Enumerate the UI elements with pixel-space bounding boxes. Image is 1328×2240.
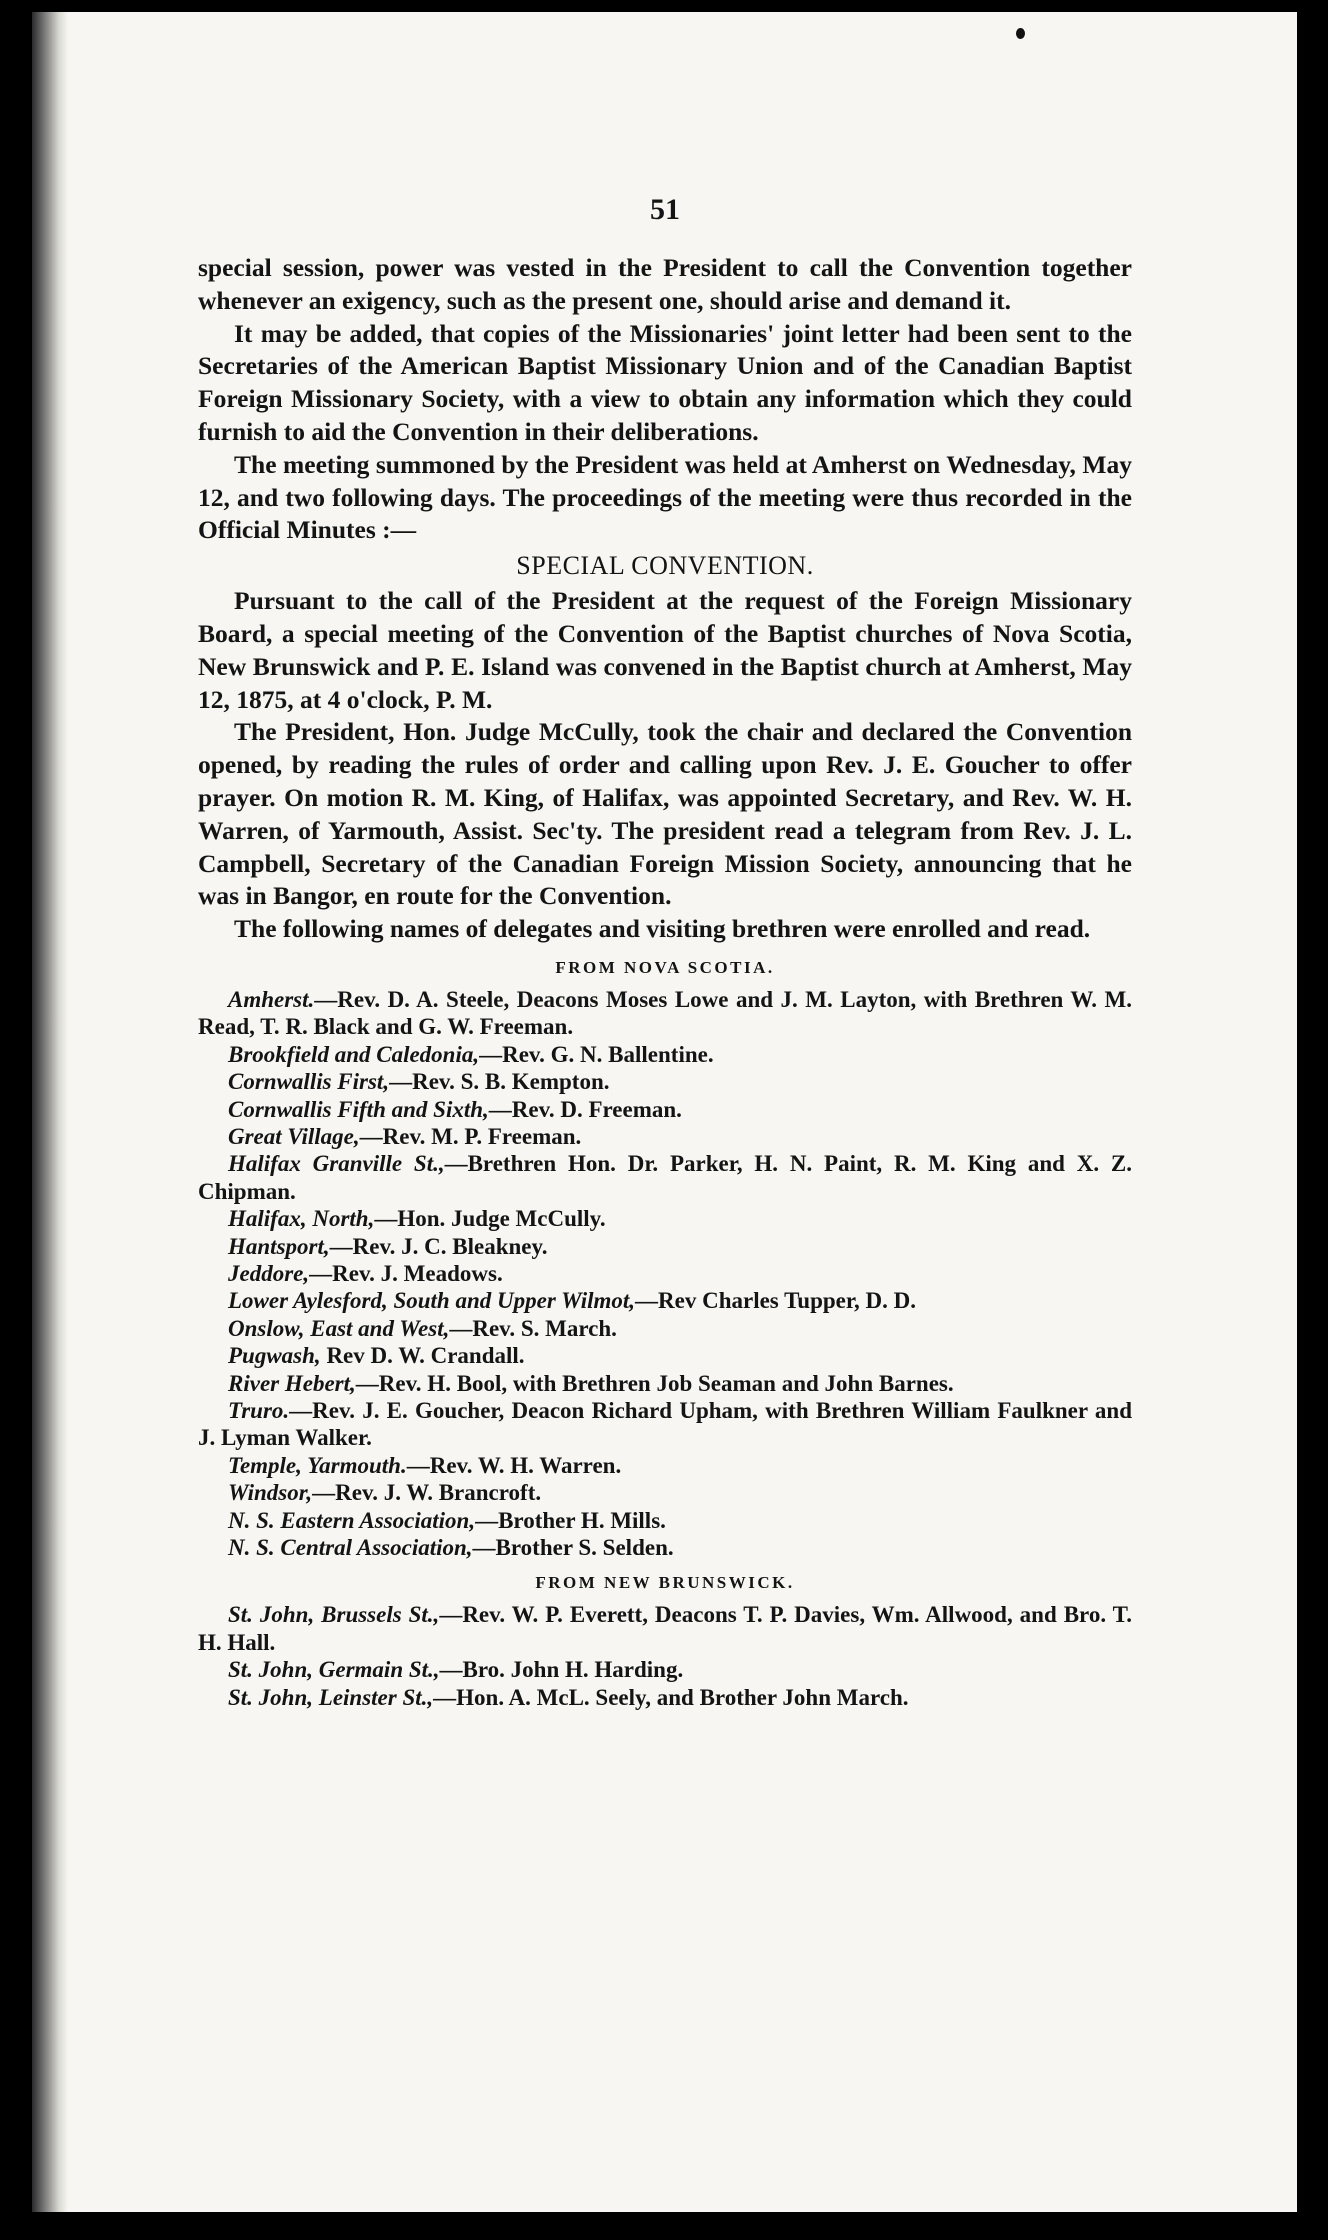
delegate-names: —Rev. J. Meadows.	[309, 1261, 503, 1286]
list-item	[198, 1397, 1132, 1452]
paragraph: The President, Hon. Judge McCully, took the chair and declared the Convention opened, by reading the rules of order and calling upon Rev. J. E. Goucher to offer prayer. On motion R. M. King, of Halifax, was appointed Secretary, and Rev. W. H. Warren, of Yarmouth, Assist. Sec'ty. The president read a telegram from Rev. J. L. Campbell, Secretary of the Canadian Foreign Mission Society, announcing that he was in Bangor, en route for the Convention.	[198, 717, 1132, 911]
delegate-names: —Rev. J. E. Goucher, Deacon Richard Upham, with Brethren William Faulkner and J. Lyman Walker.	[198, 1398, 1132, 1451]
delegate-names: —Brother H. Mills.	[475, 1507, 666, 1533]
delegate-names: —Rev. H. Bool, with Brethren Job Seaman and John Barnes.	[355, 1370, 954, 1396]
delegate-names: —Rev. D. A. Steele, Deacons Moses Lowe and J. M. Layton, with Brethren W. M. Read, T. R. Black and G. W. Freeman.	[198, 986, 1132, 1040]
church-name: Great Village,	[228, 1123, 360, 1149]
list-item	[198, 1233, 1132, 1260]
list-item	[198, 1479, 1132, 1506]
church-name: Hantsport,	[228, 1233, 330, 1259]
page-number: 51	[650, 193, 680, 226]
church-name: Jeddore,	[228, 1261, 310, 1286]
delegate-names: —Bro. John H. Harding.	[439, 1657, 684, 1683]
church-name: River Hebert,	[228, 1370, 356, 1396]
delegate-names: —Rev. W. P. Everett, Deacons T. P. Davies, Wm. Allwood, and Bro. T. H. Hall.	[198, 1602, 1132, 1655]
delegate-names: —Rev. S. March.	[449, 1315, 617, 1341]
list-item	[198, 1205, 1132, 1232]
church-name: St. John, Leinster St.,	[228, 1684, 434, 1710]
delegate-names: —Rev. M. P. Freeman.	[359, 1123, 582, 1149]
church-name: Amherst.	[228, 986, 315, 1012]
paragraph: Pursuant to the call of the President at the request of the Foreign Missionary Board, a special meeting of the Convention of the Baptist churches of Nova Scotia, New Brunswick and P. E. Island was convened in the Baptist church at Amherst, May 12, 1875, at 4 o'clock, P. M.	[198, 586, 1132, 714]
ink-mark	[1016, 28, 1025, 39]
page-spine-shadow	[32, 12, 68, 2212]
section-heading: SPECIAL CONVENTION.	[516, 551, 814, 581]
delegate-names: —Rev. D. Freeman.	[488, 1096, 682, 1122]
book-page	[32, 12, 1297, 2212]
delegate-names: —Rev. J. C. Bleakney.	[329, 1233, 548, 1259]
page-text	[198, 192, 1132, 1711]
list-item	[198, 1507, 1132, 1534]
delegate-names: —Brethren Hon. Dr. Parker, H. N. Paint, R. M. King and X. Z. Chipman.	[198, 1151, 1132, 1204]
church-name: Onslow, East and West,	[228, 1315, 450, 1341]
list-item	[198, 1315, 1132, 1342]
delegate-names: —Rev. G. N. Ballentine.	[479, 1041, 714, 1067]
list-item	[198, 1452, 1132, 1479]
church-name: Halifax Granville St.,	[228, 1151, 445, 1177]
church-name: Brookfield and Caledonia,	[228, 1041, 480, 1067]
delegate-names: —Rev. J. W. Brancroft.	[312, 1480, 542, 1506]
paragraph: The following names of delegates and visiting brethren were enrolled and read.	[234, 914, 1091, 944]
church-name: Lower Aylesford, South and Upper Wilmot,	[228, 1288, 636, 1314]
paragraph: special session, power was vested in the President to call the Convention together whenever an exigency, such as the present one, should arise and demand it.	[198, 253, 1132, 315]
delegate-list	[198, 986, 1132, 1562]
church-name: Windsor,	[228, 1480, 313, 1506]
delegate-names: Rev D. W. Crandall.	[320, 1343, 525, 1369]
church-name: St. John, Germain St.,	[228, 1657, 440, 1683]
list-item	[198, 1656, 1132, 1683]
list-item	[198, 1123, 1132, 1150]
list-item	[198, 1601, 1132, 1656]
church-name: Cornwallis First,	[228, 1069, 390, 1095]
delegate-names: —Rev Charles Tupper, D. D.	[635, 1288, 916, 1314]
list-item	[198, 1684, 1132, 1711]
list-item	[198, 1150, 1132, 1205]
paragraph: The meeting summoned by the President was held at Amherst on Wednesday, May 12, and two following days. The proceedings of the meeting were thus recorded in the Official Minutes :—	[198, 449, 1132, 545]
church-name: N. S. Central Association,	[228, 1535, 473, 1561]
list-item	[198, 1096, 1132, 1123]
church-name: Temple, Yarmouth.	[228, 1452, 407, 1478]
list-item	[198, 1041, 1132, 1068]
delegate-names: —Brother S. Selden.	[472, 1535, 674, 1561]
delegate-names: —Hon. A. McL. Seely, and Brother John March.	[433, 1684, 909, 1710]
delegate-names: —Rev. S. B. Kempton.	[389, 1069, 610, 1095]
delegate-list	[198, 1601, 1132, 1711]
list-item	[198, 1287, 1132, 1314]
delegate-names: —Rev. W. H. Warren.	[406, 1452, 622, 1478]
church-name: N. S. Eastern Association,	[228, 1507, 476, 1533]
list-item	[198, 1534, 1132, 1561]
church-name: Truro.	[228, 1398, 290, 1424]
church-name: Pugwash,	[228, 1343, 321, 1369]
list-item	[198, 986, 1132, 1041]
list-item	[198, 1370, 1132, 1397]
list-item	[198, 1260, 1132, 1287]
delegate-names: —Hon. Judge McCully.	[374, 1206, 606, 1232]
list-item	[198, 1342, 1132, 1369]
paragraph: It may be added, that copies of the Missionaries' joint letter had been sent to the Secretaries of the American Baptist Missionary Union and of the Canadian Baptist Foreign Missionary Society, with a view to obtain any information which they could furnish to aid the Convention in their deliberations.	[198, 318, 1132, 446]
subsection-heading: FROM NOVA SCOTIA.	[555, 957, 775, 977]
church-name: Cornwallis Fifth and Sixth,	[228, 1096, 489, 1122]
list-item	[198, 1068, 1132, 1095]
church-name: Halifax, North,	[228, 1206, 375, 1232]
subsection-heading: FROM NEW BRUNSWICK.	[535, 1573, 795, 1593]
church-name: St. John, Brussels St.,	[228, 1602, 440, 1628]
